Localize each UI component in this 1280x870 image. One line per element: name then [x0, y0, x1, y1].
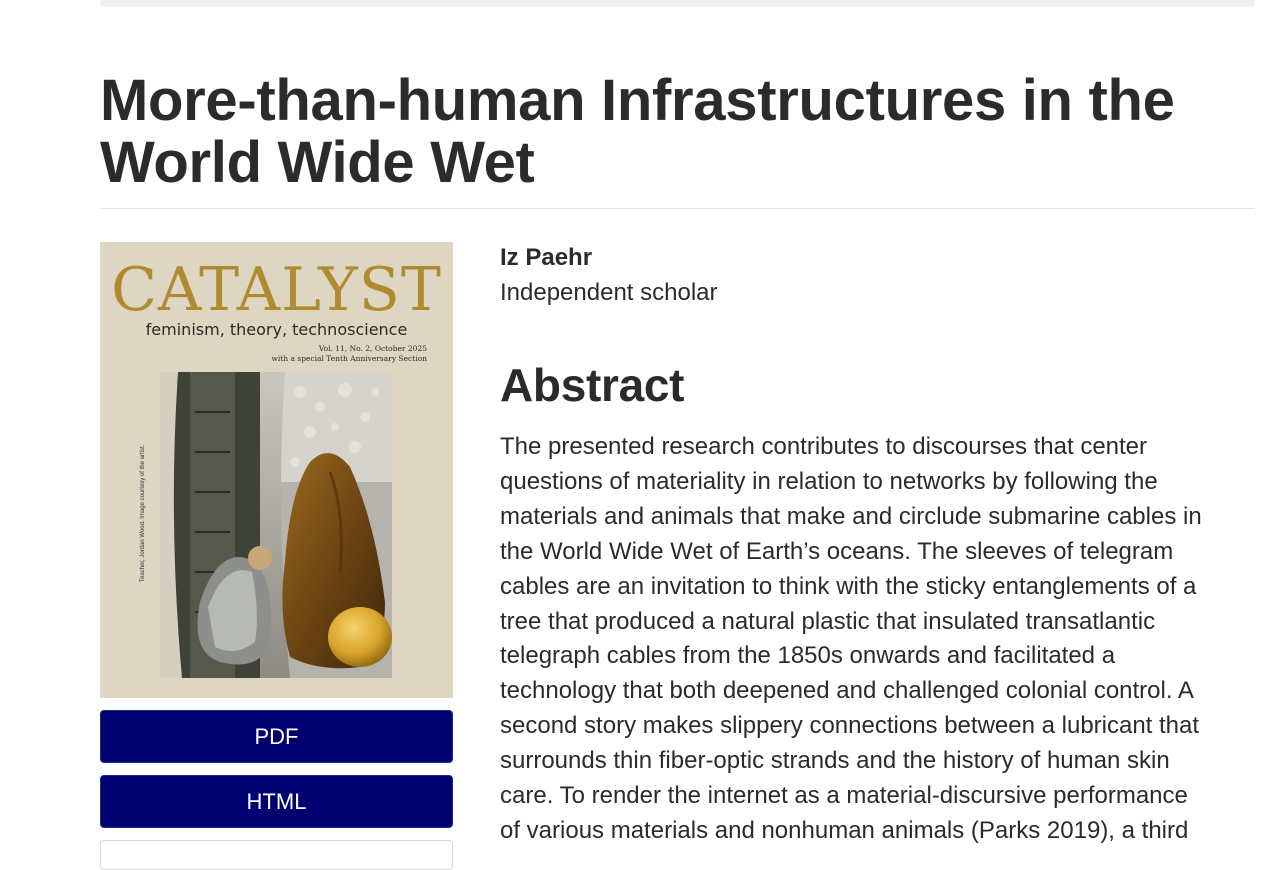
html-button[interactable]: HTML	[100, 775, 453, 828]
journal-cover-image[interactable]	[100, 242, 453, 698]
abstract-line: technology that both deepened and challenged colonial control. A	[500, 677, 1194, 705]
abstract-line: second story makes slippery connections between a lubricant that	[500, 712, 1200, 740]
abstract-line: telegraph cables from the 1850s onwards and facilitated a	[500, 642, 1116, 670]
additional-galley-button[interactable]	[100, 840, 453, 870]
abstract-line: tree that produced a natural plastic that insulated transatlantic	[500, 607, 1156, 635]
cover-journal-title: CATALYST	[111, 255, 442, 325]
top-bar	[100, 0, 1255, 7]
author-affiliation: Independent scholar	[500, 279, 718, 306]
abstract-line: questions of materiality in relation to networks by following the	[500, 467, 1158, 495]
cover-volume-line: Vol. 11, No. 2, October 2025	[318, 344, 427, 353]
abstract-line: materials and animals that make and circlude submarine cables in	[500, 502, 1202, 530]
cover-volume-info	[271, 344, 427, 364]
cover-anniversary-line: with a special Tenth Anniversary Section	[271, 354, 427, 363]
abstract-heading: Abstract	[500, 359, 685, 411]
page-title: More-than-human Infrastructures in the World Wide Wet	[100, 68, 1175, 195]
abstract-line: surrounds thin fiber-optic strands and the history of human skin	[500, 747, 1170, 775]
abstract-line: The presented research contributes to discourses that center	[500, 433, 1148, 460]
cover-image-credit: Teacher, Jordan Wood. Image courtesy of the artist.	[140, 444, 146, 582]
cover-journal-subtitle: feminism, theory, technoscience	[145, 320, 408, 339]
pdf-button[interactable]: PDF	[100, 710, 453, 763]
abstract-line: cables are an invitation to think with the sticky entanglements of a	[500, 572, 1197, 600]
author-name: Iz Paehr	[500, 244, 593, 271]
abstract-body	[500, 430, 1260, 849]
abstract-line: the World Wide Wet of Earth’s oceans. The sleeves of telegram	[500, 537, 1174, 565]
abstract-line: of various materials and nonhuman animals (Parks 2019), a third	[500, 816, 1189, 844]
abstract-line: care. To render the internet as a material-discursive performance	[500, 782, 1188, 810]
title-divider	[100, 208, 1255, 209]
cover-artwork	[160, 372, 392, 678]
